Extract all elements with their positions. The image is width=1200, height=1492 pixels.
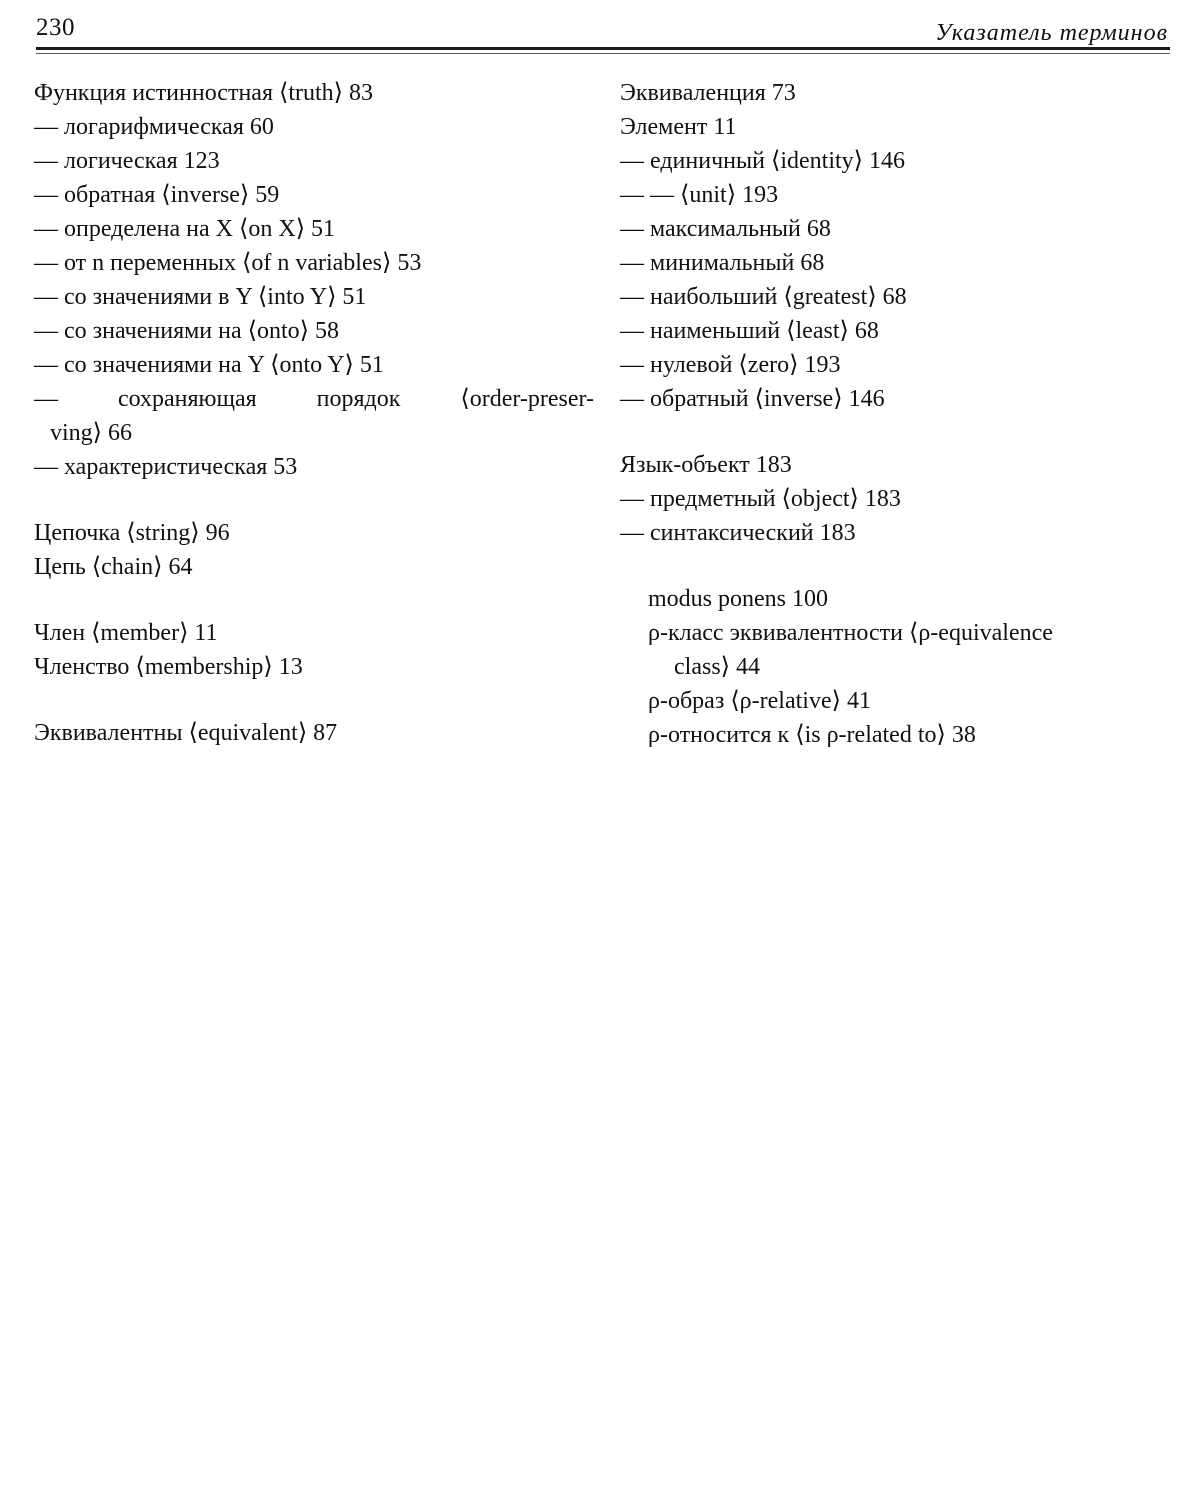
running-title: Указатель терминов <box>935 20 1168 46</box>
index-entry: Элемент 11 <box>620 114 737 140</box>
entry-group-gap <box>34 584 594 616</box>
index-entry: — максимальный 68 <box>620 216 831 242</box>
index-entry: Цепочка ⟨string⟩ 96 <box>34 520 230 546</box>
index-entry: Эквивалентны ⟨equivalent⟩ 87 <box>34 720 338 746</box>
index-entry: Член ⟨member⟩ 11 <box>34 620 218 646</box>
index-entry: — — ⟨unit⟩ 193 <box>620 182 779 208</box>
entry-group-gap <box>620 416 1180 448</box>
index-entry: Язык-объект 183 <box>620 452 792 478</box>
index-entry: modus ponens 100 <box>648 586 828 612</box>
index-entry: ρ-образ ⟨ρ-relative⟩ 41 <box>648 688 871 714</box>
index-entry: — логическая 123 <box>34 148 220 174</box>
index-column-left <box>34 76 594 750</box>
index-entry: ρ-класс эквивалентности ⟨ρ-equivalence <box>648 620 1053 646</box>
index-entry: — нулевой ⟨zero⟩ 193 <box>620 352 841 378</box>
entry-group-gap <box>34 484 594 516</box>
entry-group-gap <box>34 684 594 716</box>
index-entry: Функция истинностная ⟨truth⟩ 83 <box>34 80 374 106</box>
index-entry: — от n переменных ⟨of n variables⟩ 53 <box>34 250 422 276</box>
index-entry: — со значениями в Y ⟨into Y⟩ 51 <box>34 284 367 310</box>
index-entry: — характеристическая 53 <box>34 454 298 480</box>
index-entry: Цепь ⟨chain⟩ 64 <box>34 554 193 580</box>
page-number: 230 <box>36 14 75 41</box>
header-rule-thin <box>36 53 1170 54</box>
index-entry: — минимальный 68 <box>620 250 825 276</box>
index-column-right <box>620 76 1180 752</box>
index-entry: — наибольший ⟨greatest⟩ 68 <box>620 284 907 310</box>
index-entry: class⟩ 44 <box>674 654 761 680</box>
page-header <box>36 10 1170 54</box>
index-entry: ving⟩ 66 <box>50 420 133 446</box>
header-rule <box>36 47 1170 50</box>
index-entry: — обратный ⟨inverse⟩ 146 <box>620 386 885 412</box>
index-entry: — предметный ⟨object⟩ 183 <box>620 486 901 512</box>
index-entry: — наименьший ⟨least⟩ 68 <box>620 318 879 344</box>
index-entry: Эквиваленция 73 <box>620 80 796 106</box>
index-entry: — сохраняющая порядок ⟨order-preser- <box>34 386 594 412</box>
index-entry: — со значениями на ⟨onto⟩ 58 <box>34 318 340 344</box>
index-entry: — обратная ⟨inverse⟩ 59 <box>34 182 280 208</box>
index-entry: — синтаксический 183 <box>620 520 856 546</box>
index-entry: — определена на X ⟨on X⟩ 51 <box>34 216 336 242</box>
entry-group-gap <box>620 550 1180 582</box>
index-entry: ρ-относится к ⟨is ρ-related to⟩ 38 <box>648 722 976 748</box>
index-entry: — единичный ⟨identity⟩ 146 <box>620 148 906 174</box>
index-entry: — логарифмическая 60 <box>34 114 274 140</box>
index-entry: Членство ⟨membership⟩ 13 <box>34 654 303 680</box>
index-entry: — со значениями на Y ⟨onto Y⟩ 51 <box>34 352 384 378</box>
